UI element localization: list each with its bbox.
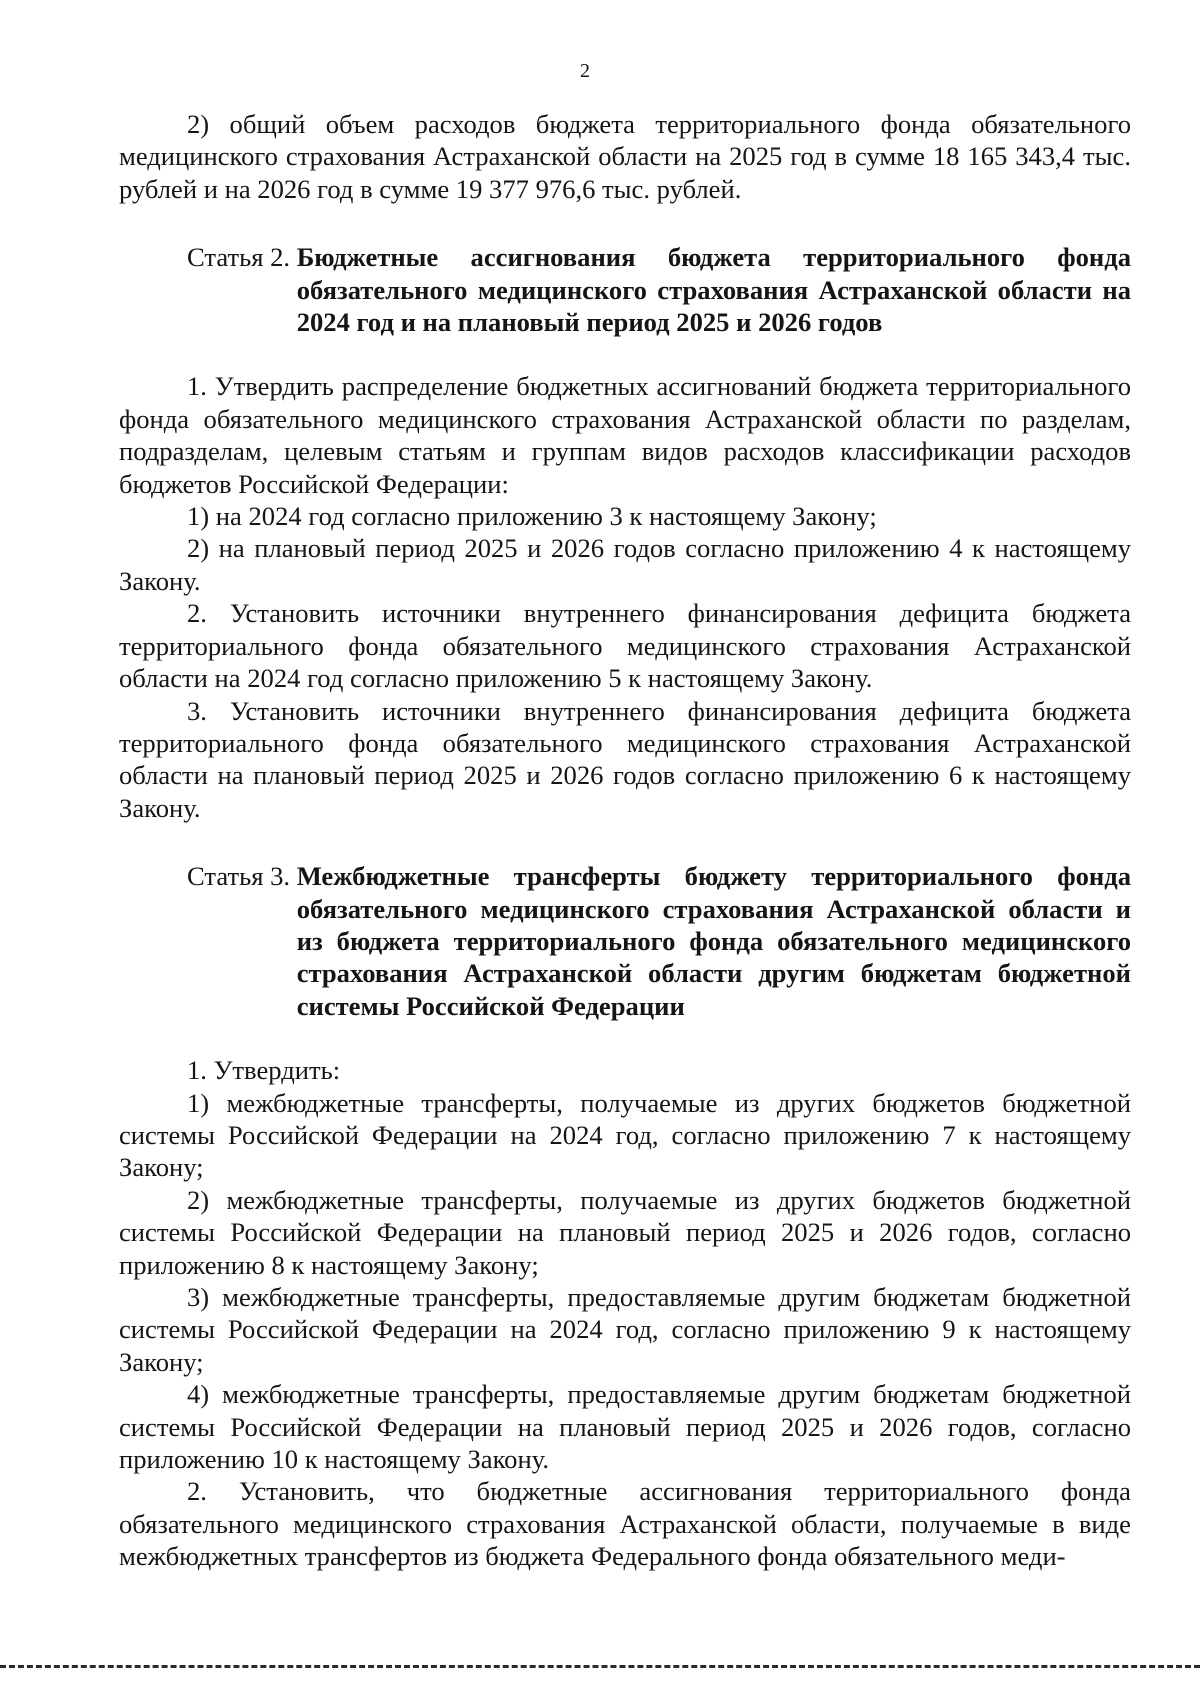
article-3-lead: Статья 3. — [187, 861, 297, 892]
article-3-paragraph: 3) межбюджетные трансферты, предоставляемые другим бюджетам бюджетной системы Российской Федерации на 2024 год, согласно приложению 9 к настоящему Закону; — [119, 1282, 1131, 1377]
page-number: 2 — [580, 60, 590, 82]
article-3-paragraph: 1. Утвердить: — [187, 1055, 341, 1086]
article-3-paragraph: 4) межбюджетные трансферты, предоставляемые другим бюджетам бюджетной системы Российской Федерации на плановый период 2025 и 2026 годов, согласно приложению 10 к настоящему Закону. — [119, 1379, 1131, 1475]
intro-paragraph: 2) общий объем расходов бюджета территориального фонда обязательного медицинского страхования Астраханской области на 2025 год в сумме 18 165 343,4 тыс. рублей и на 2026 год в сумме 19 377 976,6 тыс. рублей. — [119, 109, 1131, 204]
article-3-paragraph: 2. Установить, что бюджетные ассигнования территориального фонда обязательного медицинского страхования Астраханской области, получаемые в виде межбюджетных трансфертов из бюджета Федерального фонда обязательного меди- — [119, 1476, 1131, 1572]
article-2-paragraph: 1. Утвердить распределение бюджетных ассигнований бюджета территориального фонда обязательного медицинского страхования Астраханской области по разделам, подразделам, целевым статьям и группам видов расходов классификации расходов бюджетов Российской Федерации: — [119, 371, 1131, 499]
article-3-title: Межбюджетные трансферты бюджету территориального фонда обязательного медицинского страхования Астраханской области и из бюджета территориального фонда обязательного медицинского страхования Астраханской области другим бюджетам бюджетной системы Российской Федерации — [296, 861, 1131, 1021]
article-3-paragraph: 1) межбюджетные трансферты, получаемые из других бюджетов бюджетной системы Российской Федерации на 2024 год, согласно приложению 7 к настоящему Закону; — [119, 1087, 1131, 1183]
document-body — [119, 108, 1131, 1573]
page-bottom-rule — [0, 1665, 1200, 1668]
article-2-body — [119, 370, 1131, 824]
article-2-paragraph: 2) на плановый период 2025 и 2026 годов согласно приложению 4 к настоящему Закону. — [119, 533, 1131, 596]
article-2-lead: Статья 2. — [187, 242, 297, 273]
article-2-title: Бюджетные ассигнования бюджета территориального фонда обязательного медицинского страхования Астраханской области на 2024 год и на плановый период 2025 и 2026 годов — [296, 242, 1131, 338]
article-2-paragraph: 2. Установить источники внутреннего финансирования дефицита бюджета территориального фонда обязательного медицинского страхования Астраханской области на 2024 год согласно приложению 5 к настоящему Закону. — [119, 598, 1131, 694]
article-3-body — [119, 1054, 1131, 1573]
article-2-paragraph: 1) на 2024 год согласно приложению 3 к настоящему Закону; — [187, 501, 877, 532]
article-3-heading — [119, 860, 1131, 1022]
article-2-heading — [119, 241, 1131, 338]
article-2-paragraph: 3. Установить источники внутреннего финансирования дефицита бюджета территориального фонда обязательного медицинского страхования Астраханской области на плановый период 2025 и 2026 годов согласно приложению 6 к настоящему Закону. — [119, 695, 1131, 823]
article-3-paragraph: 2) межбюджетные трансферты, получаемые из других бюджетов бюджетной системы Российской Федерации на плановый период 2025 и 2026 годов, согласно приложению 8 к настоящему Закону; — [119, 1184, 1131, 1280]
